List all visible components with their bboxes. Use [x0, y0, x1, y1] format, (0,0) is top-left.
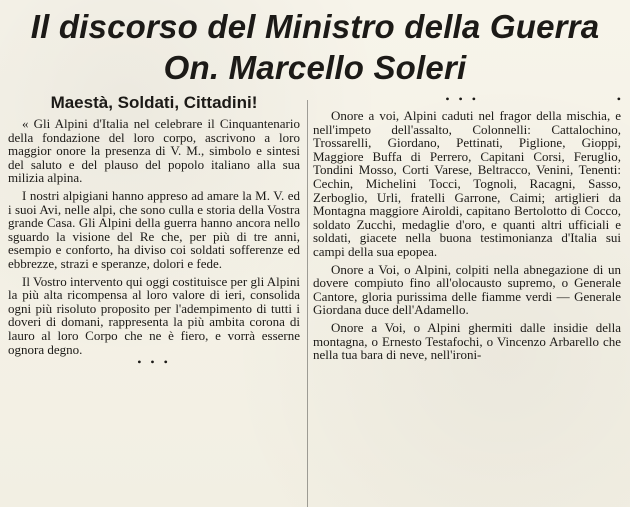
- left-paragraph: Il Vostro intervento qui oggi costituisce per gli Alpini la più alta ricompensa al loro valore di ieri, consolida ogni più risoluto proposito per l'adempimento di tutti i doveri di domani, rappresenta la più ambita corona di lauro al loro Corpo che ne è fiero, e vorrà esserne ognora degno.: [8, 273, 300, 357]
- right-paragraph: Onore a voi, Alpini caduti nel fragor della mischia, e nell'impeto dell'assalto, Colonnelli: Cattalochino, Trossarelli, Giordano, Pettinati, Piglione, Gioppi, Maggiore Buffa di Perrero, Capitani Corsi, Feruglio, Tondini Mosso, Corti Varese, Beltracco, Venini, Tenenti: Cechin, Michelini Tocci, Tognoli, Racagni, Sasso, Zerboglio, Urli, fratelli Garrone, Caimi; artiglieri da Montagna maggiore Airoldi, capitano Bertolotto di Cocco, soldato Zucchi, medaglie d'oro, e quanti altri ufficiali e soldati, giacete nella buona testimonianza d'Italia sui campi della sua epopea.: [313, 108, 621, 259]
- left-column: [8, 93, 300, 507]
- headline-line-1: Il discorso del Ministro della Guerra: [30, 8, 600, 45]
- right-paragraph: Onore a Voi, o Alpini ghermiti dalle insidie della montagna, o Ernesto Testafochi, o Vincenzo Arbarello che nella tua bara di neve, nell'ironi-: [313, 319, 621, 363]
- headline: [0, 8, 630, 87]
- column-divider: [307, 100, 308, 507]
- right-column-top-dots: [313, 93, 621, 105]
- speech-salutation: Maestà, Soldati, Cittadini!: [50, 93, 258, 112]
- dot-bullet: •: [616, 93, 621, 106]
- left-paragraph: « Gli Alpini d'Italia nel celebrare il Cinquantenario della fondazione del loro corpo, ascrivono a loro maggior onore la presenza di V. M., simbolo e sintesi del saluto e del plauso del popolo italiano alla sua milizia alpina.: [8, 116, 300, 186]
- right-column: [313, 93, 621, 507]
- section-break-dots: • • •: [445, 93, 479, 106]
- left-paragraph: I nostri alpigiani hanno appreso ad amare la M. V. ed i suoi Avi, nelle alpi, che sono culla e storia della Vostra grande Casa. Gli Alpini della guerra hanno ancora nello sguardo la visione del Re che, per più di tre anni, esempio e conforto, ha diviso coi soldati sofferenze ed ebbrezze, strazi e speranze, dolori e fede.: [8, 187, 300, 271]
- right-paragraph: Onore a Voi, o Alpini, colpiti nella abnegazione di un dovere compiuto fino all'olocausto supremo, o Generale Cantore, gloria purissima delle fiamme verdi — Generale Giordana duce dell'Adamello.: [313, 261, 621, 318]
- headline-line-2: On. Marcello Soleri: [163, 49, 467, 86]
- section-break-dots: • • •: [137, 355, 171, 370]
